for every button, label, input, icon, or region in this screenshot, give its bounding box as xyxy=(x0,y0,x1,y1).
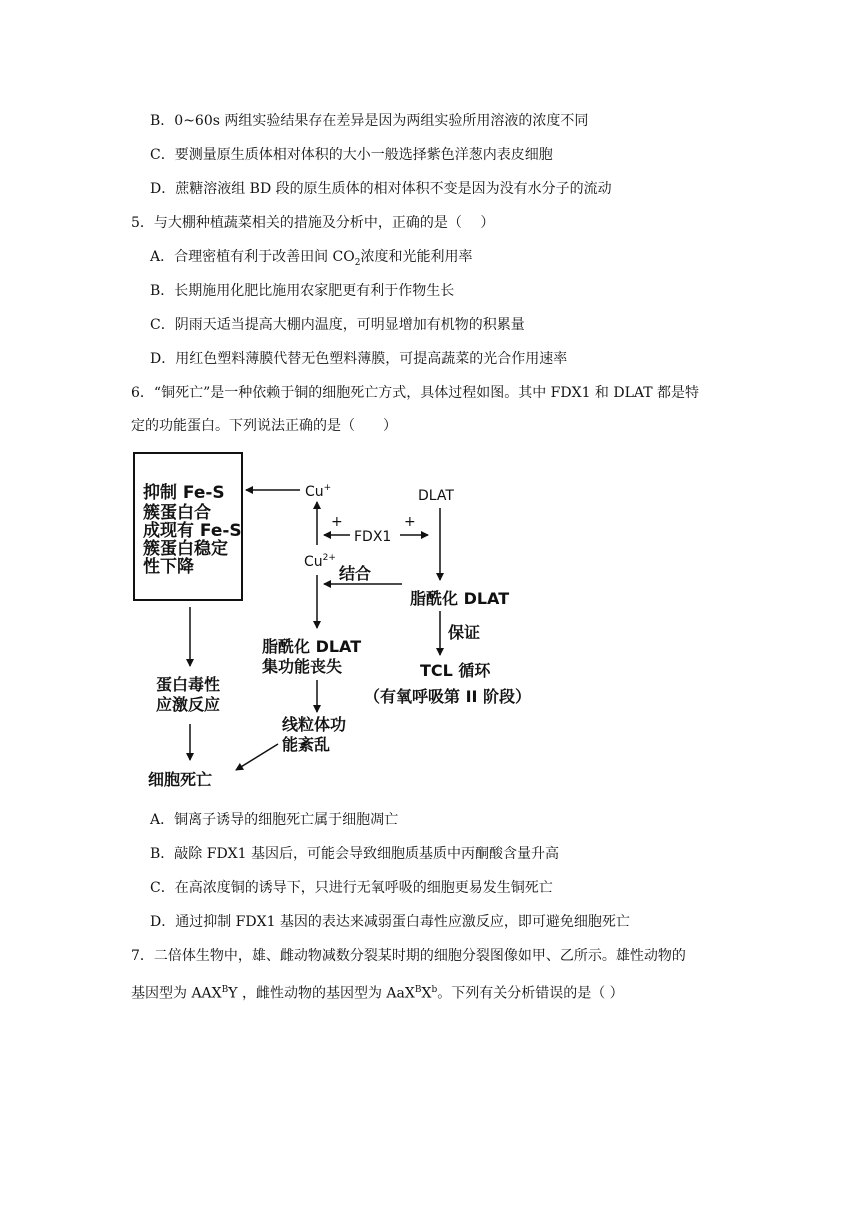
lipo-dlat-label: 脂酰化 DLAT xyxy=(410,589,510,608)
box-text-line3: 成现有 Fe-S xyxy=(143,521,242,541)
q4-option-b: B．0~60s 两组实验结果存在差异是因为两组实验所用溶液的浓度不同 xyxy=(150,113,589,129)
stress-line2: 应激反应 xyxy=(156,695,221,714)
box-text-line1: 抑制 Fe-S xyxy=(143,483,225,503)
q6-option-c: C．在高浓度铜的诱导下，只进行无氧呼吸的细胞更易发生铜死亡 xyxy=(150,880,553,896)
plus-left: + xyxy=(331,514,343,530)
q4-option-d: D．蔗糖溶液组 BD 段的原生质体的相对体积不变是因为没有水分子的流动 xyxy=(150,181,612,197)
cell-death-label: 细胞死亡 xyxy=(148,770,213,789)
q5-option-c: C．阴雨天适当提高大棚内温度，可明显增加有机物的积累量 xyxy=(150,317,525,333)
mito-line2: 能紊乱 xyxy=(282,735,331,754)
fdx1-label: FDX1 xyxy=(354,529,392,545)
cu2-plus-label: $Cu^{2+}$ xyxy=(304,553,336,570)
arrow-mito-to-death xyxy=(236,744,278,770)
plus-right: + xyxy=(404,514,416,530)
box-text-line4: 簇蛋白稳定 xyxy=(143,539,228,559)
q6-option-d: D．通过抑制 FDX1 基因的表达来减弱蛋白毒性应激反应，即可避免细胞死亡 xyxy=(150,914,630,930)
q7-stem-line1: 7．二倍体生物中，雄、雌动物减数分裂某时期的细胞分裂图像如甲、乙所示。雄性动物的 xyxy=(131,948,686,964)
box-text-line5: 性下降 xyxy=(143,557,194,577)
q7-stem-line2: 基因型为 $AAX^BY$ ，雌性动物的基因型为 $AaX^BX^b$。下列有关分析错误的是（ ） xyxy=(131,985,624,1002)
cu-plus-label: Cu+ xyxy=(305,483,332,500)
q6-option-a: A．铜离子诱导的细胞死亡属于细胞凋亡 xyxy=(150,812,399,828)
ensure-label: 保证 xyxy=(448,623,481,642)
q6-stem-line1: 6．“铜死亡”是一种依赖于铜的细胞死亡方式，具体过程如图。其中 FDX1 和 DLAT 都是特 xyxy=(131,385,700,401)
loss-line2: 集功能丧失 xyxy=(262,657,343,676)
loss-line1: 脂酰化 DLAT xyxy=(262,637,362,656)
q6-stem-line2: 定的功能蛋白。下列说法正确的是（ ） xyxy=(131,418,397,434)
q4-option-c: C．要测量原生质体相对体积的大小一般选择紫色洋葱内表皮细胞 xyxy=(150,147,553,163)
mito-line1: 线粒体功 xyxy=(282,715,347,734)
q6-option-b: B．敲除 FDX1 基因后，可能会导致细胞质基质中丙酮酸含量升高 xyxy=(150,846,559,862)
q5-option-a: A．合理密植有利于改善田间 $CO_2$浓度和光能利用率 xyxy=(150,249,473,268)
dlat-label: DLAT xyxy=(418,488,454,504)
q5-option-d: D．用红色塑料薄膜代替无色塑料薄膜，可提高蔬菜的光合作用速率 xyxy=(150,351,568,367)
box-text-line2: 簇蛋白合 xyxy=(143,503,211,523)
tcl-note: （有氧呼吸第 II 阶段） xyxy=(364,687,532,706)
stress-line1: 蛋白毒性 xyxy=(156,675,221,694)
q5-option-b: B．长期施用化肥比施用农家肥更有利于作物生长 xyxy=(150,283,455,299)
bind-label: 结合 xyxy=(339,564,372,583)
tcl-label: TCL 循环 xyxy=(420,661,491,680)
q5-stem: 5．与大棚种植蔬菜相关的措施及分析中，正确的是（ ） xyxy=(131,215,495,231)
